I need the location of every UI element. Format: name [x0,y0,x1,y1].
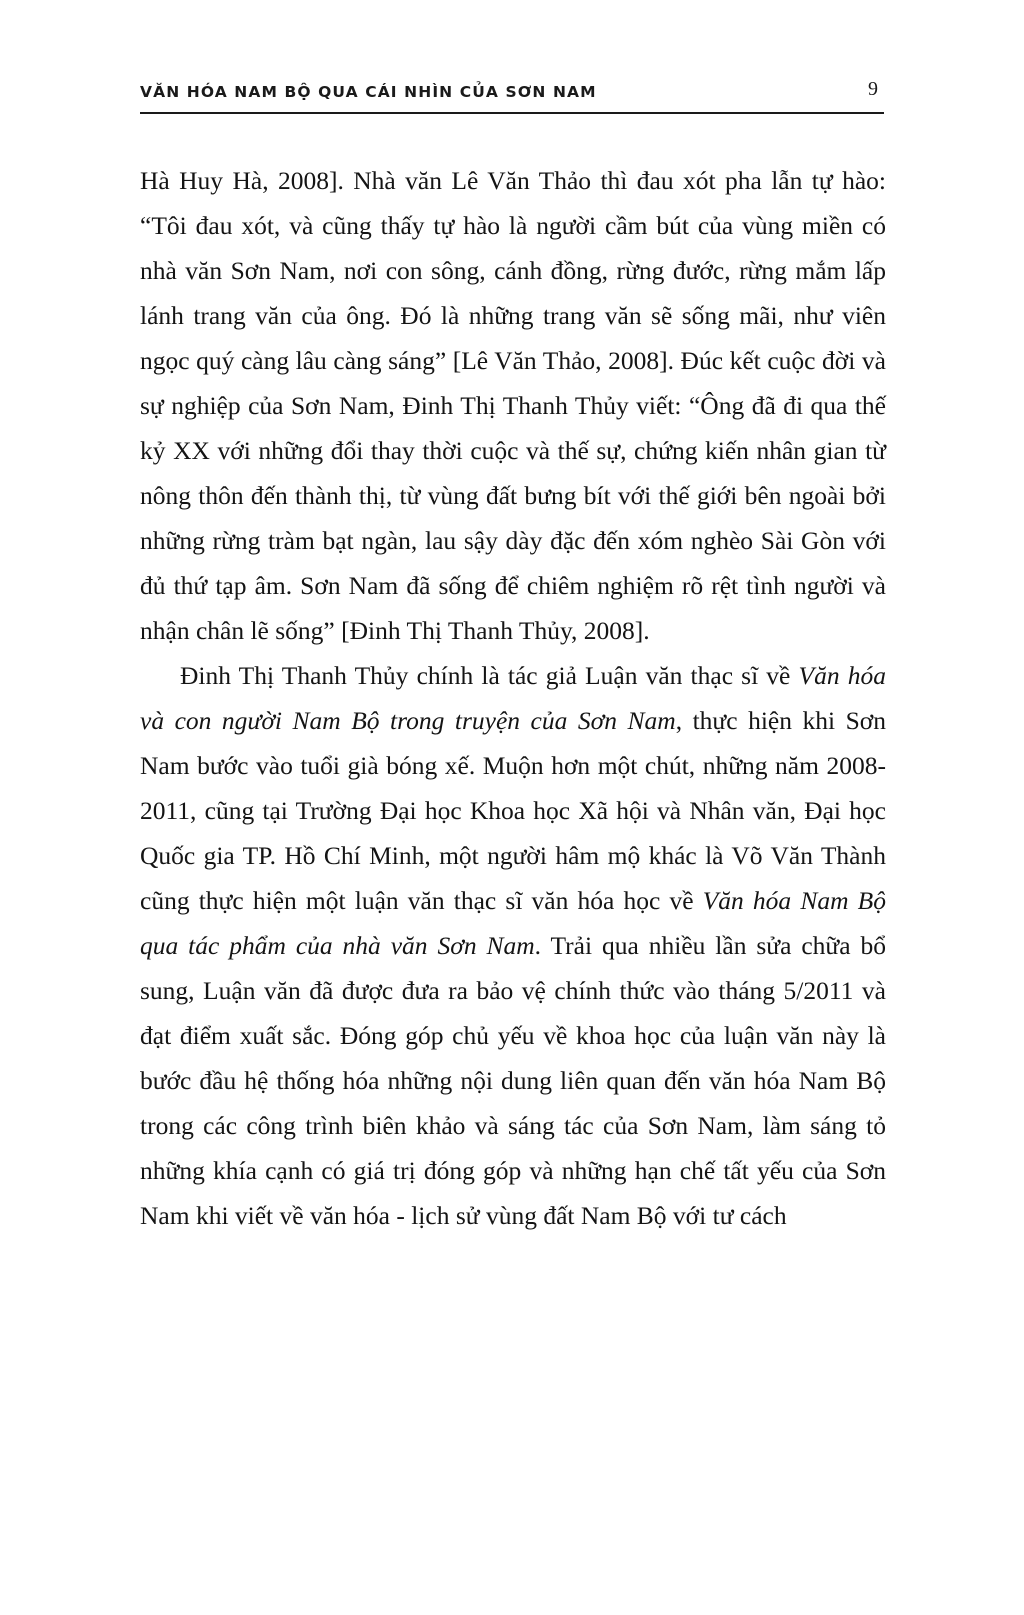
header-divider [140,112,884,114]
page-number: 9 [868,78,878,100]
paragraph-2-text-b: , thực hiện khi Sơn Nam bước vào tuổi già bóng xế. Muộn hơn một chút, những năm 2008-2011, cũng tại Trường Đại học Khoa học Xã hội và Nhân văn, Đại học Quốc gia TP. Hồ Chí Minh, một người hâm mộ khác là Võ Văn Thành cũng thực hiện một luận văn thạc sĩ văn hóa học về [140,706,886,915]
paragraph-1 [140,158,886,653]
running-title: VĂN HÓA NAM BỘ QUA CÁI NHÌN CỦA SƠN NAM [140,83,597,101]
paragraph-2-text-a: Đinh Thị Thanh Thủy chính là tác giả Luận văn thạc sĩ về [180,661,799,690]
body-text [140,158,886,1238]
paragraph-2-text-c: . Trải qua nhiều lần sửa chữa bổ sung, Luận văn đã được đưa ra bảo vệ chính thức vào tháng 5/2011 và đạt điểm xuất sắc. Đóng góp chủ yếu về khoa học của luận văn này là bước đầu hệ thống hóa những nội dung liên quan đến văn hóa Nam Bộ trong các công trình biên khảo và sáng tác của Sơn Nam, làm sáng tỏ những khía cạnh có giá trị đóng góp và những hạn chế tất yếu của Sơn Nam khi viết về văn hóa - lịch sử vùng đất Nam Bộ với tư cách [140,931,886,1230]
paragraph-1-text: Hà Huy Hà, 2008]. Nhà văn Lê Văn Thảo thì đau xót pha lẫn tự hào: “Tôi đau xót, và cũng thấy tự hào là người cầm bút của vùng miền có nhà văn Sơn Nam, nơi con sông, cánh đồng, rừng đước, rừng mắm lấp lánh trang văn của ông. Đó là những trang văn sẽ sống mãi, như viên ngọc quý càng lâu càng sáng” [Lê Văn Thảo, 2008]. Đúc kết cuộc đời và sự nghiệp của Sơn Nam, Đinh Thị Thanh Thủy viết: “Ông đã đi qua thế kỷ XX với những đổi thay thời cuộc và thế sự, chứng kiến nhân gian từ nông thôn đến thành thị, từ vùng đất bưng bít với thế giới bên ngoài bởi những rừng tràm bạt ngàn, lau sậy dày đặc đến xóm nghèo Sài Gòn với đủ thứ tạp âm. Sơn Nam đã sống để chiêm nghiệm rõ rệt tình người và nhận chân lẽ sống” [Đinh Thị Thanh Thủy, 2008]. [140,166,886,645]
paragraph-2 [140,653,886,1238]
page-header [140,78,884,101]
book-title-1: Văn hóa và con người Nam Bộ trong truyện của Sơn Nam [140,661,886,735]
book-title-2: Văn hóa Nam Bộ qua tác phẩm của nhà văn Sơn Nam [140,886,886,960]
